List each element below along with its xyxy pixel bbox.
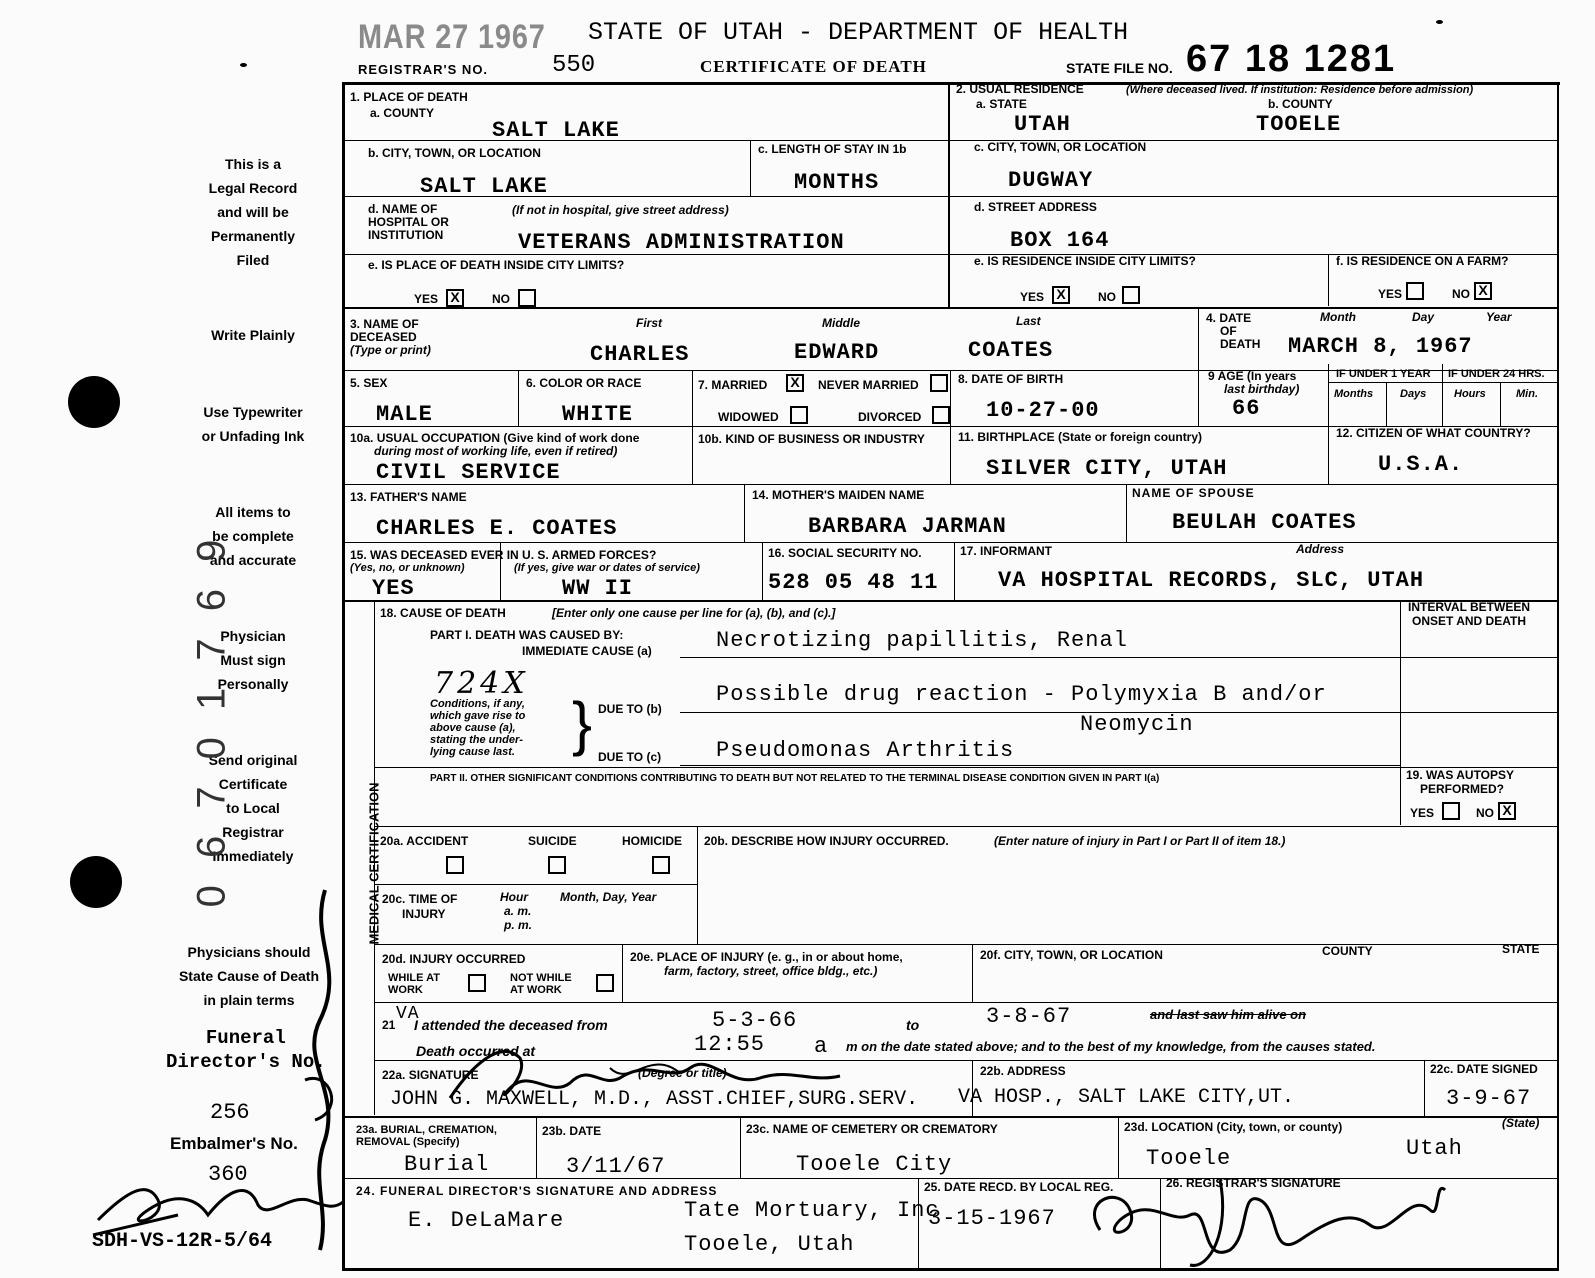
- occupation: CIVIL SERVICE: [376, 460, 561, 485]
- month-label: Month: [1320, 310, 1356, 324]
- due-to-c-label: DUE TO (c): [598, 750, 662, 764]
- citizen-label: 12. CITIZEN OF WHAT COUNTRY?: [1336, 426, 1531, 440]
- first-name: CHARLES: [590, 342, 690, 367]
- mother-label: 14. MOTHER'S MAIDEN NAME: [752, 488, 925, 502]
- date-signed: 3-9-67: [1446, 1086, 1532, 1111]
- physician-signature: [430, 1028, 860, 1118]
- informant-label: 17. INFORMANT: [960, 544, 1053, 558]
- date-signed-label: 22c. DATE SIGNED: [1430, 1062, 1538, 1076]
- mortuary-city: Tooele, Utah: [684, 1232, 855, 1257]
- spouse-label: NAME OF SPOUSE: [1132, 486, 1255, 500]
- deceased-name-label: 3. NAME OF DECEASED (Type or print): [350, 317, 431, 357]
- death-county: SALT LAKE: [492, 118, 620, 143]
- date-received-label: 25. DATE RECD. BY LOCAL REG.: [924, 1180, 1114, 1194]
- birthplace: SILVER CITY, UTAH: [986, 456, 1228, 481]
- citizenship: U.S.A.: [1378, 452, 1464, 477]
- residence-state: UTAH: [1014, 112, 1071, 137]
- residence-inside-city-label: e. IS RESIDENCE INSIDE CITY LIMITS?: [974, 254, 1196, 268]
- length-of-stay: MONTHS: [794, 170, 880, 195]
- medical-certification-label: MEDICAL CERTIFICATION: [366, 782, 382, 945]
- to-label: to: [906, 1017, 920, 1033]
- residence-street: BOX 164: [1010, 228, 1110, 253]
- first-label: First: [636, 316, 663, 330]
- while-at-work-checkbox[interactable]: [468, 974, 486, 992]
- part2-label: PART II. OTHER SIGNIFICANT CONDITIONS CONTRIBUTING TO DEATH BUT NOT RELATED TO THE TERMINAL DISEASE CONDITION GIVEN IN PART I(a): [430, 773, 1160, 784]
- middle-label: Middle: [822, 316, 860, 330]
- sidebar-send: Send original Certificate to Local Registrar Immediately: [208, 752, 298, 864]
- day-label: Day: [1412, 310, 1435, 324]
- month-day-year-label: Month, Day, Year: [560, 890, 657, 904]
- funeral-director: E. DeLaMare: [408, 1208, 565, 1233]
- death-county-label: a. COUNTY: [370, 106, 435, 120]
- year-label: Year: [1486, 310, 1512, 324]
- not-while-at-work-checkbox[interactable]: [596, 974, 614, 992]
- farm-yes-checkbox[interactable]: [1406, 282, 1424, 300]
- date-of-birth: 10-27-00: [986, 398, 1100, 423]
- residence-county: TOOELE: [1256, 112, 1342, 137]
- autopsy-no-label: NO: [1476, 806, 1494, 820]
- time-of-injury-label: 20c. TIME OF INJURY: [382, 892, 458, 921]
- certificate-title: CERTIFICATE OF DEATH: [700, 57, 927, 76]
- hospital-label: d. NAME OF HOSPITAL OR INSTITUTION: [368, 202, 449, 242]
- injury-state-label: STATE: [1502, 942, 1540, 956]
- funeral-director-sig-label: 24. FUNERAL DIRECTOR'S SIGNATURE AND ADDRESS: [356, 1184, 718, 1198]
- birthplace-label: 11. BIRTHPLACE (State or foreign country): [958, 430, 1203, 444]
- embalmer-label: Embalmer's No.: [170, 1134, 298, 1153]
- hour-label: Hour a. m. p. m.: [500, 890, 533, 932]
- conditions-label: Conditions, if any, which gave rise to above cause (a), stating the under- lying cause last.: [430, 698, 526, 758]
- not-while-at-work-label: NOT WHILE AT WORK: [510, 972, 572, 996]
- sidebar-complete: All items to be complete and accurate: [209, 504, 297, 568]
- widowed-checkbox[interactable]: [790, 406, 808, 424]
- race: WHITE: [562, 402, 634, 427]
- date-received: 3-15-1967: [928, 1206, 1056, 1231]
- autopsy-yes-label: YES: [1410, 806, 1435, 820]
- last-label: Last: [1016, 314, 1041, 328]
- father-label: 13. FATHER'S NAME: [350, 490, 467, 504]
- due-to-c: Pseudomonas Arthritis: [716, 738, 1015, 763]
- immediate-cause-label: IMMEDIATE CAUSE (a): [522, 644, 652, 658]
- burial-date-label: 23b. DATE: [542, 1124, 602, 1138]
- residence-note: (Where deceased lived. If institution: Residence before admission): [1126, 84, 1474, 96]
- homicide-label: HOMICIDE: [622, 834, 682, 848]
- burial-date: 3/11/67: [566, 1154, 666, 1179]
- sex: MALE: [376, 402, 433, 427]
- never-married-label: NEVER MARRIED: [818, 378, 919, 392]
- describe-injury-label: 20b. DESCRIBE HOW INJURY OCCURRED.: [704, 834, 949, 848]
- residence-inside-yes-checkbox[interactable]: X: [1052, 286, 1070, 304]
- handwritten-code: 724X: [434, 666, 529, 701]
- residence-label: 2. USUAL RESIDENCE: [956, 82, 1084, 96]
- middle-name: EDWARD: [794, 340, 880, 365]
- war-note: (If yes, give war or dates of service): [514, 562, 700, 574]
- length-of-stay-label: c. LENGTH OF STAY IN 1b: [758, 142, 907, 156]
- sex-label: 5. SEX: [350, 376, 388, 390]
- sidebar-write-plainly: Write Plainly: [211, 327, 295, 343]
- sidebar-cause: Physicians should State Cause of Death in plain terms: [178, 944, 320, 1008]
- embalmer-number: 360: [208, 1162, 248, 1187]
- residence-inside-yes-label: YES: [1020, 290, 1045, 304]
- attended-from: 5-3-66: [712, 1008, 798, 1033]
- divorced-label: DIVORCED: [858, 410, 922, 424]
- funeral-director-label: Funeral Director's No.: [166, 1027, 326, 1073]
- burial-state-label: (State): [1502, 1116, 1540, 1130]
- dob-label: 8. DATE OF BIRTH: [958, 372, 1064, 386]
- married-label: 7. MARRIED: [698, 378, 768, 392]
- min-label: Min.: [1516, 388, 1538, 400]
- punch-hole: [68, 376, 120, 428]
- mother-maiden-name: BARBARA JARMAN: [808, 514, 1007, 539]
- cause-of-death-label: 18. CAUSE OF DEATH: [380, 606, 506, 620]
- business-label: 10b. KIND OF BUSINESS OR INDUSTRY: [698, 432, 925, 446]
- under-24-hrs-label: IF UNDER 24 HRS.: [1448, 368, 1545, 380]
- autopsy-label: 19. WAS AUTOPSY PERFORMED?: [1406, 768, 1515, 796]
- injury-city-label: 20f. CITY, TOWN, OR LOCATION: [980, 948, 1163, 962]
- cemetery-label: 23c. NAME OF CEMETERY OR CREMATORY: [746, 1122, 998, 1136]
- date-of-death-label: 4. DATE OF DEATH: [1206, 311, 1261, 351]
- death-city: SALT LAKE: [420, 174, 548, 199]
- signature-label: 22a. SIGNATURE: [382, 1068, 479, 1082]
- months-label: Months: [1334, 388, 1374, 400]
- degree-label: (Degree or title): [638, 1066, 727, 1080]
- death-city-label: b. CITY, TOWN, OR LOCATION: [368, 146, 541, 160]
- days-label: Days: [1400, 388, 1427, 400]
- registrar-signature-label: 26. REGISTRAR'S SIGNATURE: [1166, 1176, 1341, 1190]
- speck: [240, 63, 247, 67]
- while-at-work-label: WHILE AT WORK: [388, 972, 440, 996]
- farm-no-label: NO: [1452, 287, 1470, 301]
- due-to-b-continued: Neomycin: [1080, 712, 1194, 737]
- divorced-checkbox[interactable]: [932, 406, 950, 424]
- disposition: Burial: [404, 1152, 490, 1177]
- burial-location-city: Tooele: [1146, 1146, 1232, 1171]
- am-pm: a: [814, 1034, 829, 1059]
- residence-state-label: a. STATE: [976, 97, 1027, 111]
- farm-label: f. IS RESIDENCE ON A FARM?: [1336, 254, 1509, 268]
- suicide-checkbox[interactable]: [548, 856, 566, 874]
- injury-county-label: COUNTY: [1322, 944, 1373, 958]
- informant: VA HOSPITAL RECORDS, SLC, UTAH: [998, 568, 1425, 593]
- age-label: 9 AGE (In years last birthday): [1208, 369, 1300, 396]
- attended-label: I attended the deceased from: [414, 1017, 608, 1033]
- burial-location-label: 23d. LOCATION (City, town, or county): [1124, 1120, 1343, 1134]
- last-name: COATES: [968, 338, 1054, 363]
- hospital-note: (If not in hospital, give street address): [512, 203, 729, 217]
- injury-occurred-label: 20d. INJURY OCCURRED: [382, 952, 526, 966]
- certification-statement: m on the date stated above; and to the best of my knowledge, from the causes stated.: [846, 1039, 1376, 1054]
- homicide-checkbox[interactable]: [652, 856, 670, 874]
- registrar-signature: [1070, 1170, 1460, 1275]
- struck-text: and last saw him alive on: [1150, 1007, 1307, 1022]
- age: 66: [1232, 396, 1261, 421]
- describe-injury-note: (Enter nature of injury in Part I or Part II of item 18.): [994, 834, 1286, 848]
- mortuary-name: Tate Mortuary, Inc: [684, 1198, 940, 1223]
- date-of-death: MARCH 8, 1967: [1288, 334, 1473, 359]
- part1-label: PART I. DEATH WAS CAUSED BY:: [430, 628, 624, 642]
- va-note: VA: [396, 1004, 420, 1024]
- accident-label: 20a. ACCIDENT: [380, 834, 469, 848]
- death-inside-city-yes-checkbox[interactable]: X: [446, 289, 464, 307]
- due-to-b: Possible drug reaction - Polymyxia B and/or: [716, 682, 1327, 707]
- race-label: 6. COLOR OR RACE: [526, 376, 642, 390]
- registrar-number: 550: [552, 52, 596, 79]
- residence-city: DUGWAY: [1008, 168, 1094, 193]
- death-inside-city-no-label: NO: [492, 292, 510, 306]
- death-occurred-label: Death occurred at: [416, 1043, 536, 1059]
- sidebar-typewriter: Use Typewriter or Unfading Ink: [201, 404, 305, 444]
- punch-hole: [70, 856, 122, 908]
- farm-no-checkbox[interactable]: X: [1474, 282, 1492, 300]
- certifier-address-label: 22b. ADDRESS: [980, 1064, 1066, 1078]
- sidebar-physician: Physician Must sign Personally: [217, 628, 289, 692]
- accident-checkbox[interactable]: [446, 856, 464, 874]
- widowed-label: WIDOWED: [718, 410, 779, 424]
- residence-inside-no-label: NO: [1098, 290, 1116, 304]
- immediate-cause: Necrotizing papillitis, Renal: [716, 628, 1128, 653]
- armed-forces-label: 15. WAS DECEASED EVER IN U. S. ARMED FORCES?: [350, 548, 657, 562]
- war-service: WW II: [562, 576, 634, 601]
- speck: [1436, 20, 1443, 24]
- social-security-number: 528 05 48 11: [768, 570, 939, 595]
- burial-location-state: Utah: [1406, 1136, 1463, 1161]
- farm-yes-label: YES: [1378, 287, 1403, 301]
- vertical-control-number: 0 6 7 0 1 7 6 9: [189, 531, 234, 908]
- interval-label: INTERVAL BETWEEN ONSET AND DEATH: [1408, 600, 1531, 628]
- certifier-address: VA HOSP., SALT LAKE CITY,UT.: [958, 1086, 1295, 1109]
- married-checkbox[interactable]: X: [786, 374, 804, 392]
- cemetery: Tooele City: [796, 1152, 953, 1177]
- attended-to: 3-8-67: [986, 1004, 1072, 1029]
- state-file-number: 67 18 1281: [1186, 38, 1397, 80]
- burial-label: 23a. BURIAL, CREMATION, REMOVAL (Specify): [356, 1124, 497, 1148]
- state-file-label: STATE FILE NO.: [1066, 60, 1173, 76]
- armed-forces: YES: [372, 576, 415, 601]
- never-married-checkbox[interactable]: [930, 374, 948, 392]
- residence-city-label: c. CITY, TOWN, OR LOCATION: [974, 140, 1147, 154]
- death-inside-city-no-checkbox[interactable]: [518, 289, 536, 307]
- address-label: Address: [1296, 542, 1345, 556]
- item-21-label: 21: [382, 1018, 396, 1032]
- hospital-name: VETERANS ADMINISTRATION: [518, 230, 845, 255]
- form-number: SDH-VS-12R-5/64: [92, 1230, 273, 1253]
- autopsy-no-checkbox[interactable]: X: [1498, 802, 1516, 820]
- residence-county-label: b. COUNTY: [1268, 97, 1333, 111]
- father-name: CHARLES E. COATES: [376, 516, 618, 541]
- death-inside-city-label: e. IS PLACE OF DEATH INSIDE CITY LIMITS?: [368, 258, 625, 272]
- residence-inside-no-checkbox[interactable]: [1122, 286, 1140, 304]
- place-of-death-label: 1. PLACE OF DEATH: [350, 90, 468, 104]
- time-of-death: 12:55: [694, 1032, 766, 1057]
- ssn-label: 16. SOCIAL SECURITY NO.: [768, 546, 922, 560]
- suicide-label: SUICIDE: [528, 834, 577, 848]
- embalmer-vertical-signature: [290, 880, 360, 1260]
- due-to-b-label: DUE TO (b): [598, 702, 662, 716]
- hours-label: Hours: [1454, 388, 1486, 400]
- received-stamp: MAR 27 1967: [358, 18, 546, 56]
- sidebar-legal-record: This is a Legal Record and will be Permanently Filed: [208, 156, 298, 268]
- autopsy-yes-checkbox[interactable]: [1442, 802, 1460, 820]
- residence-street-label: d. STREET ADDRESS: [974, 200, 1097, 214]
- cause-note: [Enter only one cause per line for (a), (b), and (c).]: [552, 606, 836, 620]
- death-inside-city-yes-label: YES: [414, 292, 439, 306]
- spouse-name: BEULAH COATES: [1172, 510, 1357, 535]
- conditions-brace: }: [572, 690, 593, 757]
- department-title: STATE OF UTAH - DEPARTMENT OF HEALTH: [588, 18, 1129, 47]
- occupation-label: 10a. USUAL OCCUPATION (Give kind of work done during most of working life, even if retired): [350, 431, 640, 458]
- under-1-year-label: IF UNDER 1 YEAR: [1336, 368, 1431, 380]
- typed-signature: JOHN G. MAXWELL, M.D., ASST.CHIEF,SURG.SERV.: [390, 1088, 919, 1111]
- armed-note: (Yes, no, or unknown): [350, 562, 465, 574]
- place-of-injury-label: 20e. PLACE OF INJURY (e. g., in or about home, farm, factory, street, office bldg., etc.): [630, 950, 903, 978]
- registrar-label: REGISTRAR'S NO.: [358, 62, 489, 77]
- funeral-director-number: 256: [210, 1100, 250, 1125]
